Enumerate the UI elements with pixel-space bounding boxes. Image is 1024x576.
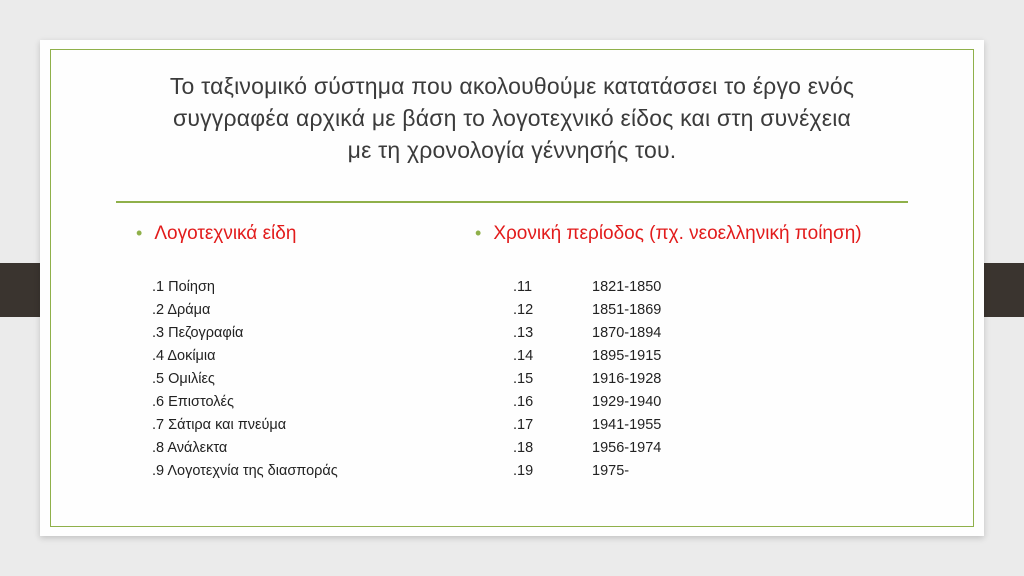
title-line: Το ταξινομικό σύστημα που ακολουθούμε κατατάσσει το έργο ενός	[169, 73, 855, 99]
period-code: .17	[513, 417, 534, 433]
list-item: .8 Ανάλεκτα	[152, 440, 228, 456]
period-range: 1821-1850	[592, 279, 662, 295]
list-item	[513, 391, 661, 414]
list-item: .2 Δράμα	[152, 302, 211, 318]
list-item: .9 Λογοτεχνία της διασποράς	[152, 463, 338, 479]
period-range: 1975-	[592, 463, 630, 479]
period-code: .15	[513, 371, 534, 387]
title-line: με τη χρονολογία γέννησής του.	[347, 137, 677, 163]
list-item	[513, 414, 661, 437]
list-item: .7 Σάτιρα και πνεύμα	[152, 417, 287, 433]
period-range: 1851-1869	[592, 302, 662, 318]
list-item	[513, 460, 661, 483]
periods-heading	[475, 223, 862, 245]
period-range: 1941-1955	[592, 417, 662, 433]
list-item	[513, 345, 661, 368]
genres-heading-text: Λογοτεχνικά είδη	[154, 223, 297, 244]
period-code: .11	[513, 279, 533, 295]
list-item: .4 Δοκίμια	[152, 348, 216, 364]
period-code: .16	[513, 394, 534, 410]
genres-heading	[136, 223, 296, 245]
bullet-icon: •	[475, 223, 482, 243]
slide-title	[80, 70, 944, 166]
periods-heading-text: Χρονική περίοδος (πχ. νεοελληνική ποίηση)	[493, 223, 862, 244]
period-range: 1895-1915	[592, 348, 662, 364]
list-item	[513, 322, 661, 345]
period-range: 1929-1940	[592, 394, 662, 410]
title-divider	[116, 201, 908, 203]
list-item: .5 Ομιλίες	[152, 371, 215, 387]
bullet-icon: •	[136, 223, 143, 243]
period-code: .14	[513, 348, 534, 364]
period-range: 1916-1928	[592, 371, 662, 387]
list-item	[513, 276, 661, 299]
list-item	[513, 437, 661, 460]
period-range: 1956-1974	[592, 440, 662, 456]
list-item: .3 Πεζογραφία	[152, 325, 244, 341]
title-line: συγγραφέα αρχικά με βάση το λογοτεχνικό είδος και στη συνέχεια	[172, 105, 852, 131]
periods-list	[513, 276, 661, 483]
period-code: .18	[513, 440, 534, 456]
genres-list	[152, 276, 338, 483]
period-code: .13	[513, 325, 534, 341]
period-range: 1870-1894	[592, 325, 662, 341]
list-item: .1 Ποίηση	[152, 279, 215, 295]
list-item	[513, 368, 661, 391]
period-code: .19	[513, 463, 534, 479]
period-code: .12	[513, 302, 534, 318]
list-item: .6 Επιστολές	[152, 394, 234, 410]
list-item	[513, 299, 661, 322]
